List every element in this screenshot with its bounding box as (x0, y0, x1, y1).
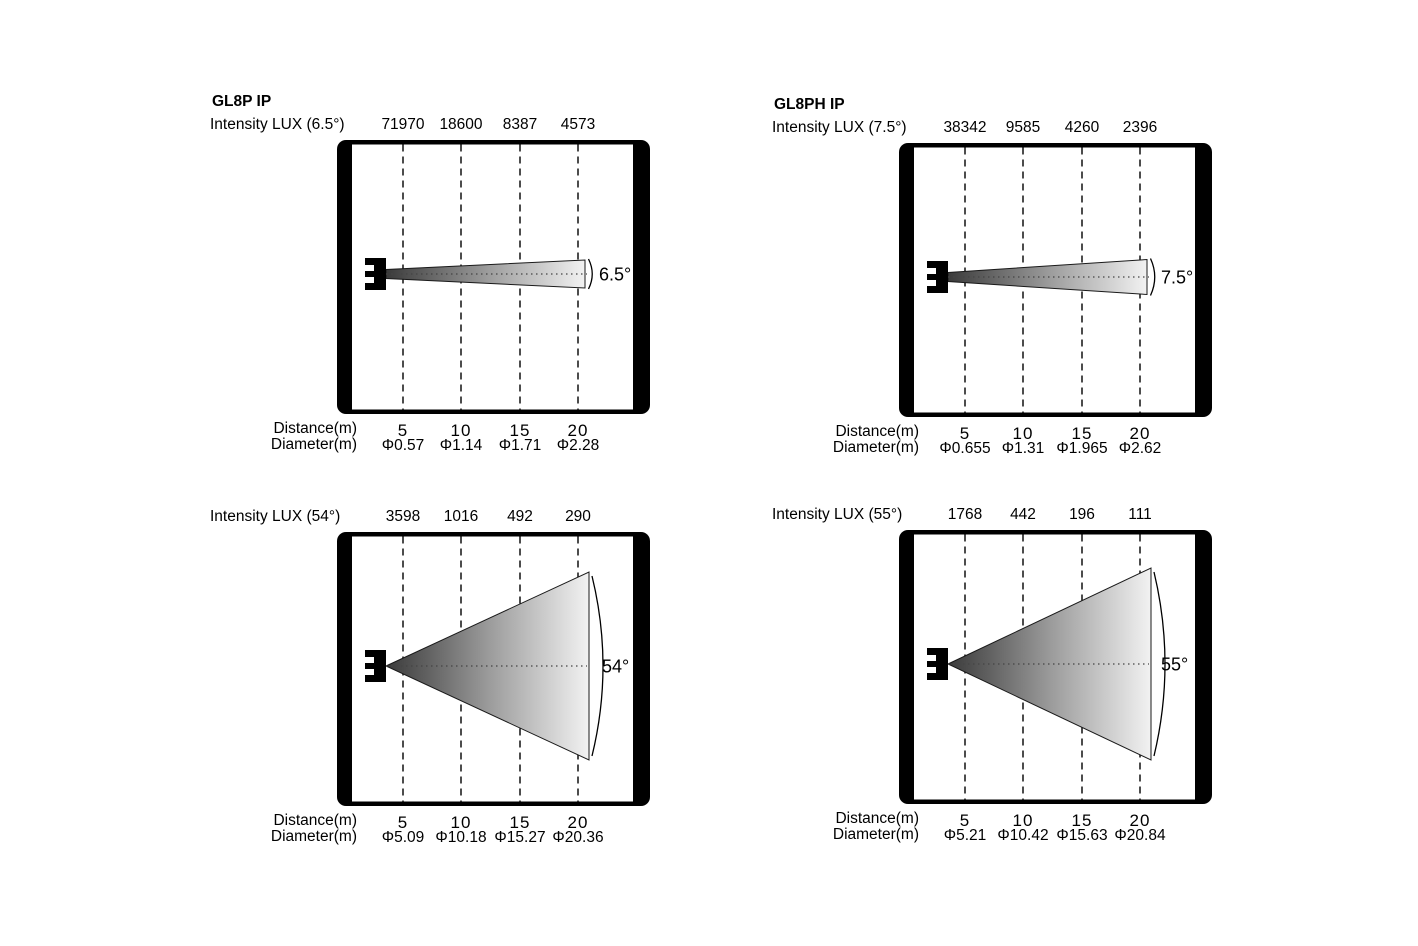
intensity-value: 3598 (385, 508, 421, 525)
intensity-value: 1016 (443, 508, 479, 525)
fixture-icon (927, 648, 948, 680)
distance-label: Distance(m) (835, 810, 919, 827)
fixture-icon (927, 261, 948, 293)
intensity-value: 442 (1010, 506, 1036, 523)
panel-title: GL8P IP (212, 93, 272, 110)
distance-value: 20 (567, 421, 589, 440)
intensity-label: Intensity LUX (7.5°) (772, 119, 907, 136)
intensity-value: 4573 (560, 116, 596, 133)
distance-value: 20 (1129, 811, 1151, 830)
diameter-value: Φ5.21 (943, 827, 987, 844)
diameter-value: Φ20.36 (552, 829, 604, 846)
distance-value: 20 (567, 813, 589, 832)
distance-value: 15 (1071, 424, 1093, 443)
diameter-value: Φ2.28 (556, 437, 600, 454)
diameter-value: Φ1.14 (439, 437, 483, 454)
distance-value: 15 (1071, 811, 1093, 830)
diameter-value: Φ0.57 (381, 437, 425, 454)
panel-gl8ph-narrow (772, 96, 1212, 457)
diameter-label: Diameter(m) (270, 436, 357, 453)
beam-diagram-svg (337, 140, 650, 414)
beam-diagram-svg (899, 530, 1212, 804)
intensity-value: 290 (565, 508, 591, 525)
fixture-icon (365, 650, 386, 682)
beam-diagram-svg (337, 532, 650, 806)
fixture-icon (365, 258, 386, 290)
intensity-value: 71970 (381, 116, 425, 133)
intensity-value: 38342 (943, 119, 987, 136)
intensity-label: Intensity LUX (54°) (210, 508, 341, 525)
intensity-value: 1768 (947, 506, 983, 523)
angle-label: 6.5° (599, 264, 632, 285)
panel-gl8p-narrow (210, 93, 650, 454)
intensity-label: Intensity LUX (6.5°) (210, 116, 345, 133)
angle-label: 7.5° (1161, 267, 1194, 288)
panel-gl8p-wide (210, 508, 650, 846)
beam-diagram-svg (899, 143, 1212, 417)
diameter-value: Φ1.31 (1001, 440, 1045, 457)
intensity-value: 4260 (1064, 119, 1100, 136)
diameter-value: Φ10.42 (997, 827, 1049, 844)
diameter-value: Φ1.965 (1056, 440, 1108, 457)
intensity-value: 8387 (502, 116, 538, 133)
intensity-value: 9585 (1005, 119, 1041, 136)
diameter-value: Φ1.71 (498, 437, 542, 454)
intensity-value: 2396 (1122, 119, 1158, 136)
intensity-value: 111 (1128, 506, 1152, 523)
distance-value: 5 (959, 424, 971, 443)
distance-label: Distance(m) (273, 420, 357, 437)
intensity-value: 492 (507, 508, 533, 525)
panel-gl8ph-wide (772, 506, 1212, 844)
intensity-value: 196 (1069, 506, 1095, 523)
distance-value: 5 (959, 811, 971, 830)
diameter-label: Diameter(m) (832, 439, 919, 456)
angle-label: 55° (1161, 654, 1189, 675)
diameter-value: Φ0.655 (939, 440, 991, 457)
diameter-value: Φ15.63 (1056, 827, 1108, 844)
intensity-value: 18600 (439, 116, 483, 133)
distance-value: 15 (509, 421, 531, 440)
distance-value: 20 (1129, 424, 1151, 443)
distance-value: 5 (397, 421, 409, 440)
distance-value: 10 (1012, 424, 1034, 443)
panel-title: GL8PH IP (774, 96, 845, 113)
distance-value: 5 (397, 813, 409, 832)
distance-value: 10 (450, 813, 472, 832)
distance-value: 10 (1012, 811, 1034, 830)
distance-value: 10 (450, 421, 472, 440)
diameter-value: Φ15.27 (494, 829, 546, 846)
diameter-value: Φ10.18 (435, 829, 487, 846)
angle-label: 54° (602, 656, 630, 677)
distance-value: 15 (509, 813, 531, 832)
distance-label: Distance(m) (273, 812, 357, 829)
diameter-label: Diameter(m) (832, 826, 919, 843)
diameter-value: Φ2.62 (1118, 440, 1162, 457)
distance-label: Distance(m) (835, 423, 919, 440)
intensity-label: Intensity LUX (55°) (772, 506, 903, 523)
diameter-label: Diameter(m) (270, 828, 357, 845)
diameter-value: Φ20.84 (1114, 827, 1166, 844)
diameter-value: Φ5.09 (381, 829, 425, 846)
